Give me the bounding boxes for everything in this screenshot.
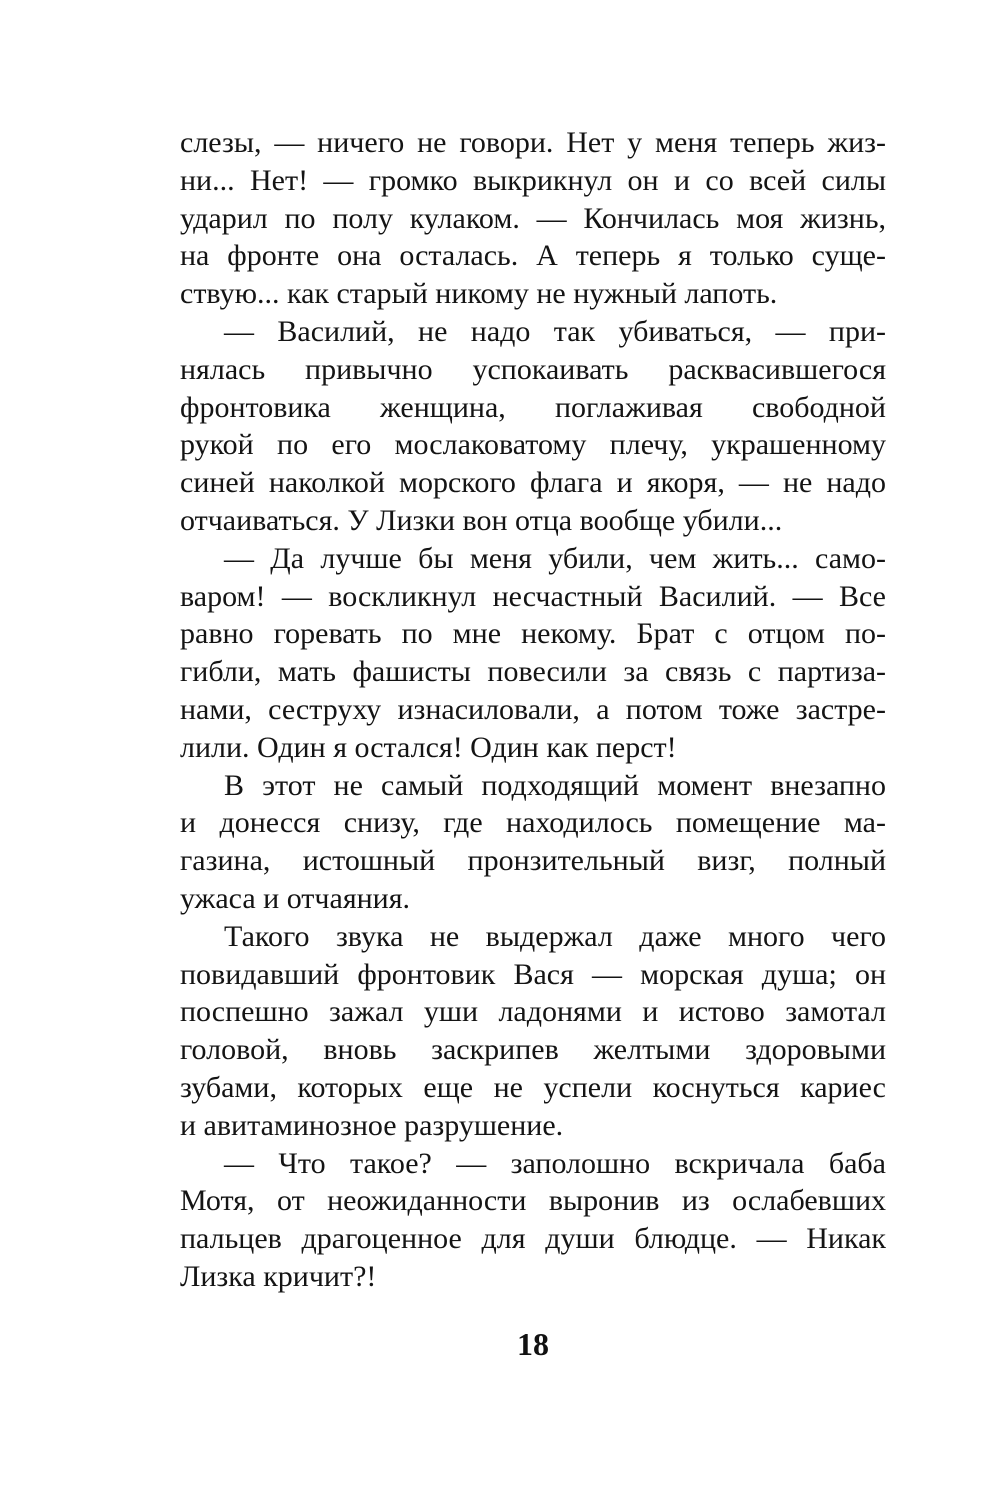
text-line: Такого звука не выдержал даже много чего bbox=[224, 919, 886, 953]
text-line: ударил по полу кулаком. — Кончилась моя жизнь, bbox=[180, 201, 886, 235]
text-line: В этот не самый подходящий момент внезапно bbox=[224, 768, 886, 802]
text-line: слезы, — ничего не говори. Нет у меня теперь жиз- bbox=[180, 126, 886, 159]
text-line: поспешно зажал уши ладонями и истово замотал bbox=[180, 995, 886, 1029]
text-line: ни... Нет! — громко выкрикнул он и со всей силы bbox=[180, 163, 886, 197]
text-line: газина, истошный пронзительный визг, полный bbox=[180, 844, 886, 878]
text-line: ужаса и отчаяния. bbox=[180, 881, 411, 915]
text-line: ствую... как старый никому не нужный лапоть. bbox=[180, 277, 778, 311]
text-line: синей наколкой морского флага и якоря, — не надо bbox=[180, 466, 886, 500]
text-line: и донесся снизу, где находилось помещение ма- bbox=[180, 806, 886, 840]
text-line: нами, сеструху изнасиловали, а потом тоже застре- bbox=[180, 692, 886, 726]
text-line: отчаиваться. У Лизки вон отца вообще убили... bbox=[180, 503, 783, 537]
text-line: варом! — воскликнул несчастный Василий. — Все bbox=[180, 579, 886, 613]
page-number: 18 bbox=[517, 1326, 549, 1362]
text-block bbox=[180, 124, 886, 1296]
text-line: головой, вновь заскрипев желтыми здоровыми bbox=[180, 1033, 886, 1067]
text-line: рукой по его мослаковатому плечу, украшенному bbox=[180, 428, 886, 462]
text-line: фронтовика женщина, поглаживая свободной bbox=[180, 390, 886, 424]
text-line: зубами, которых еще не успели коснуться кариес bbox=[180, 1070, 886, 1104]
text-line: на фронте она осталась. А теперь я только суще- bbox=[180, 239, 886, 273]
text-line: равно горевать по мне некому. Брат с отцом по- bbox=[180, 617, 886, 651]
text-line: — Что такое? — заполошно вскричала баба bbox=[224, 1146, 886, 1180]
text-line: Лизка кричит?! bbox=[180, 1259, 377, 1293]
text-line: гибли, мать фашисты повесили за связь с партиза- bbox=[180, 655, 886, 689]
text-line: и авитаминозное разрушение. bbox=[180, 1108, 564, 1142]
text-line: — Василий, не надо так убиваться, — при- bbox=[224, 314, 886, 348]
text-line: Мотя, от неожиданности выронив из ослабевших bbox=[180, 1184, 886, 1218]
text-line: нялась привычно успокаивать расквасившегося bbox=[180, 352, 886, 386]
text-line: повидавший фронтовик Вася — морская душа; он bbox=[180, 957, 886, 991]
text-line: — Да лучше бы меня убили, чем жить... само- bbox=[224, 541, 886, 575]
text-line: лили. Один я остался! Один как перст! bbox=[180, 730, 677, 764]
text-line: пальцев драгоценное для души блюдце. — Никак bbox=[180, 1222, 886, 1256]
